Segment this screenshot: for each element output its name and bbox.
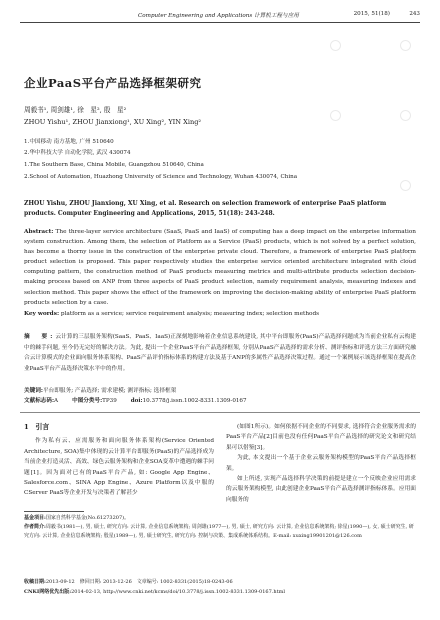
abstract-chinese-text: 云计算的三层服务架构(SaaS、PaaS、IaaS)正深刻地影响着企业信息系统建设, 其中平台即服务(PaaS)产品选择问题成为当前企业私有云构建中的棘手问题, 至今仍无完好的解决方法。为此, 提出一个企业PaaS平台产品选择框架, 分别从PaaS产品选择的需求分析、测评指标和评选方法三方面研究融合云计算模式的企业面向服务体系架构、PaaS产品评价指标体系的构建方法及基于ANP的多属性产品选择决策过程。通过一个案例展示该选择框架在提高企业PaaS平台产品选择决策水平中的作用。 xyxy=(24,334,416,372)
body-paragraph: 为此, 本文提出一个基于企业云服务架构模型的PaaS平台产品选择框架。 xyxy=(226,455,416,472)
citation: ZHOU Yishu, ZHOU Jianxiong, XU Xing, et al. Research on selection framework of enterprise PaaS platform products. Computer Engineering and Applications, 2015, 51(18): 243-248. xyxy=(24,200,387,217)
footnote-text: 周毅书(1981—), 男, 硕士, 研究方向: 云计算, 企业信息系统架构; 周剑雄(1977—), 男, 硕士, 研究方向: 云计算, 企业信息系统架构; 徐星(1990—), 女, 硕士研究生, 研究方向: 云计算, 企业信息系统架构; 殷星(1989—), 男, 硕士研究生, 研究方向: 控制与决策、集成系统体系结构。E-mail: xuxing19901201@126.com xyxy=(24,524,414,539)
journal-name: Computer Engineering and Applications 计算机工程与应用 xyxy=(138,13,299,19)
abstract-divider xyxy=(20,412,420,413)
footnote-authors xyxy=(24,523,416,541)
class-number-value: TP39 xyxy=(102,398,117,404)
doi-value: 10.3778/j.issn.1002-8331.1309-0167 xyxy=(142,398,247,404)
body-paragraph: 作为私有云、应需服务和面向服务体系架构(Service Oriented Architecture, SOA)集中体现的云计算平台即服务(PaaS)的产品选择成为当前企业打造灵活、高效、绿色云服务架构和企业SOA变革中遭遇的棘手问题[1]。因为面对已有的PaaS平台产品, 如: Google App Engine、Salesforce.com、SINA App Engine、Azure Platform以及中服的CServer PaaS等企业开发与决策者了解甚少 xyxy=(24,438,214,497)
abstract-english xyxy=(24,227,416,308)
document-metadata xyxy=(24,396,247,404)
section-heading: 1 引言 xyxy=(24,423,50,431)
footnote-divider xyxy=(24,511,84,512)
body-paragraph: (如图1所示)。如何依据不同企业的不同要求, 选择符合企业服务需求的PaaS平台产品[2]目前也没有任何PaaS平台产品选择的研究论文和研究结果可以借鉴[3]。 xyxy=(226,424,416,451)
affiliation-1-cn: 1.中国移动 南方基地, 广州 510640 xyxy=(24,139,114,145)
keywords-english-text: platform as a service; service requirement analysis; measuring index; selection methods xyxy=(59,311,320,317)
footnote-cnki xyxy=(24,588,416,597)
doc-code-value: A xyxy=(54,398,59,404)
class-number-label: 中图分类号: xyxy=(72,398,103,404)
keywords-chinese xyxy=(24,385,176,394)
doc-code-label: 文献标志码: xyxy=(24,398,55,404)
page-number: 243 xyxy=(409,11,420,17)
footnote-text: 2013-09-12 修回日期: 2013-12-26 文章编号: 1002-8331(2015)18-0243-06 xyxy=(45,579,233,585)
body-column-left xyxy=(24,422,214,499)
running-header xyxy=(20,8,420,22)
authors-english: ZHOU Yishu¹, ZHOU Jianxiong¹, XU Xing², YIN Xing² xyxy=(24,118,202,126)
affiliation-2-en: 2.School of Automation, Huazhong University of Science and Technology, Wuhan 430074, China xyxy=(24,174,298,180)
body-column-right xyxy=(226,422,416,505)
paper-title: 企业PaaS平台产品选择框架研究 xyxy=(24,76,202,90)
watermark-icon xyxy=(400,180,411,191)
issue-info: 2015, 51(18) xyxy=(353,11,390,17)
abstract-chinese-label: 摘 要: xyxy=(24,334,56,340)
keywords-english-label: Key words: xyxy=(24,311,60,317)
footnote-funding xyxy=(24,514,416,523)
footnote-text: 2014-02-13, http://www.cnki.net/kcms/doi/10.3778/j.issn.1002-8331.1309-0167.html xyxy=(71,589,285,595)
abstract-chinese xyxy=(24,332,416,374)
watermark-icon xyxy=(330,40,341,51)
footnote-label: 收稿日期: xyxy=(24,579,46,585)
watermark-icon xyxy=(400,250,411,261)
footnote-label: CNKI网络优先出版: xyxy=(24,589,72,595)
abstract-english-text: The three-layer service architecture (SaaS, PaaS and IaaS) of computing has a deep impact on the enterprise information system construction. Among them, the selection of Platform as a Service (PaaS) products, which is not solved by a perfect solution, has become a thorny issue in the construction of the enterprise private cloud. Therefore, a framework of enterprise PaaS platform product selection is proposed. This paper respectively studies the enterprise service oriented architecture integrated with cloud computing pattern, the construction method of PaaS products measuring metrics and multi-attribute products selection decision-making process based on ANP from three aspects of PaaS product selection, namely requirement analysis, measuring indexes and selection method. This paper shows the effect of the framework on improving the decision-making ability of enterprise PaaS platform products selection by a case. xyxy=(24,229,416,306)
footnote-label: 基金项目: xyxy=(24,515,46,521)
affiliation-2-cn: 2.华中科技大学 自动化学院, 武汉 430074 xyxy=(24,150,131,156)
keywords-chinese-label: 关键词: xyxy=(24,388,44,394)
abstract-english-label: Abstract: xyxy=(24,229,54,235)
keywords-chinese-text: 平台即服务; 产品选择; 需求建模; 测评指标; 选择框架 xyxy=(43,388,177,394)
watermark-icon xyxy=(400,110,411,121)
doi-label: doi: xyxy=(130,398,143,404)
authors-chinese: 周毅书¹, 周剑雄¹, 徐 星², 殷 星² xyxy=(24,106,127,114)
affiliation-1-en: 1.The Southern Base, China Mobile, Guangzhou 510640, China xyxy=(24,162,204,168)
watermark-icon xyxy=(330,110,341,121)
watermark-icon xyxy=(400,40,411,51)
body-paragraph: 如上所述, 实现产品选择科学决策的前提是建立一个反映企业应用需求的云服务架构模型, 由此创建企业PaaS平台产品选择测评指标体系。应用面向服务的 xyxy=(226,476,416,503)
footnote-label: 作者简介: xyxy=(24,524,46,530)
header-divider xyxy=(20,22,420,23)
keywords-english xyxy=(24,309,416,319)
footnote-dates xyxy=(24,578,416,587)
footnote-text: 国家自然科学基金(No.61273207)。 xyxy=(45,515,130,521)
